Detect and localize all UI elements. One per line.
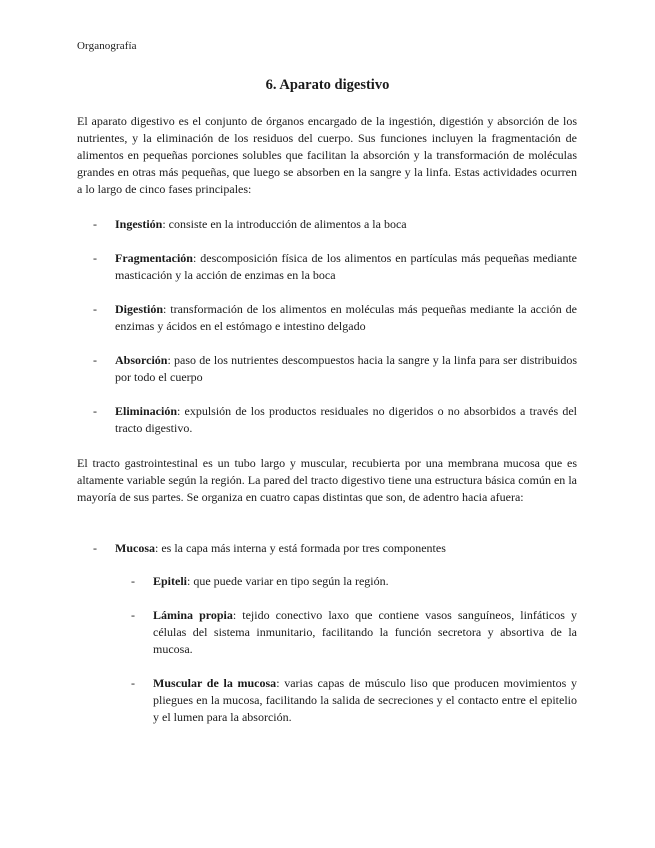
list-bullet: - xyxy=(93,251,97,265)
term-eliminacion: Eliminación xyxy=(115,404,178,418)
section-title: 6. Aparato digestivo xyxy=(265,77,390,93)
sublist-bullet: - xyxy=(131,608,135,622)
desc-ingestion: : consiste en la introducción de alimentos a la boca xyxy=(162,217,407,231)
running-header: Organografía xyxy=(77,40,137,52)
list-item-ingestion xyxy=(77,216,577,233)
sublist-item-lamina-propia xyxy=(115,607,577,658)
term-absorcion: Absorción xyxy=(115,353,168,367)
sublist-item-epiteli xyxy=(115,573,577,590)
term-lamina-propia: Lámina propia xyxy=(153,608,233,622)
list-item-mucosa xyxy=(77,540,577,557)
desc-epiteli: : que puede variar en tipo según la región. xyxy=(187,574,389,588)
list-bullet: - xyxy=(93,217,97,231)
desc-muscular-mucosa: : varias capas de músculo liso que producen movimientos y pliegues en la mucosa, facilitando la salida de secreciones y el contacto entre el epitelio y el lumen para la absorción. xyxy=(153,676,577,724)
list-bullet: - xyxy=(93,302,97,316)
list-bullet: - xyxy=(93,404,97,418)
sublist-bullet: - xyxy=(131,676,135,690)
term-fragmentacion: Fragmentación xyxy=(115,251,193,265)
intro-paragraph: El aparato digestivo es el conjunto de órganos encargado de la ingestión, digestión y absorción de los nutrientes, y la eliminación de los residuos del cuerpo. Sus funciones incluyen la fragmentación de alimentos en pequeñas porciones solubles que facilitan la absorción y la transformación de moléculas grandes en otras más pequeñas, que luego se absorben en la sangre y la linfa. Estas actividades ocurren a lo largo de cinco fases principales: xyxy=(77,114,577,196)
desc-lamina-propia: : tejido conectivo laxo que contiene vasos sanguíneos, linfáticos y células del sistema inmunitario, facilitando la función secretora y absortiva de la mucosa. xyxy=(153,608,577,656)
desc-eliminacion: : expulsión de los productos residuales no digeridos o no absorbidos a través del tracto digestivo. xyxy=(115,404,577,435)
desc-digestion: : transformación de los alimentos en moléculas más pequeñas mediante la acción de enzimas y ácidos en el estómago e intestino delgado xyxy=(115,302,577,333)
term-muscular-mucosa: Muscular de la mucosa xyxy=(153,676,277,690)
sublist-bullet: - xyxy=(131,574,135,588)
desc-absorcion: : paso de los nutrientes descompuestos hacia la sangre y la linfa para ser distribuidos por todo el cuerpo xyxy=(115,353,577,384)
list-bullet: - xyxy=(93,541,97,555)
list-item-fragmentacion xyxy=(77,250,577,284)
term-ingestion: Ingestión xyxy=(115,217,163,231)
list-item-absorcion xyxy=(77,352,577,386)
list-bullet: - xyxy=(93,353,97,367)
term-epiteli: Epiteli xyxy=(153,574,188,588)
desc-mucosa: : es la capa más interna y está formada por tres componentes xyxy=(155,541,446,555)
term-digestion: Digestión xyxy=(115,302,163,316)
sublist-item-muscular-mucosa xyxy=(115,675,577,726)
list-item-digestion xyxy=(77,301,577,335)
term-mucosa: Mucosa xyxy=(115,541,155,555)
tract-paragraph: El tracto gastrointestinal es un tubo largo y muscular, recubierta por una membrana mucosa que es altamente variable según la región. La pared del tracto digestivo tiene una estructura básica común en la mayoría de sus partes. Se organiza en cuatro capas distintas que son, de adentro hacia afuera: xyxy=(77,456,577,504)
list-item-eliminacion xyxy=(77,403,577,437)
desc-fragmentacion: : descomposición física de los alimentos en partículas más pequeñas mediante masticación y la acción de enzimas en la boca xyxy=(115,251,577,282)
